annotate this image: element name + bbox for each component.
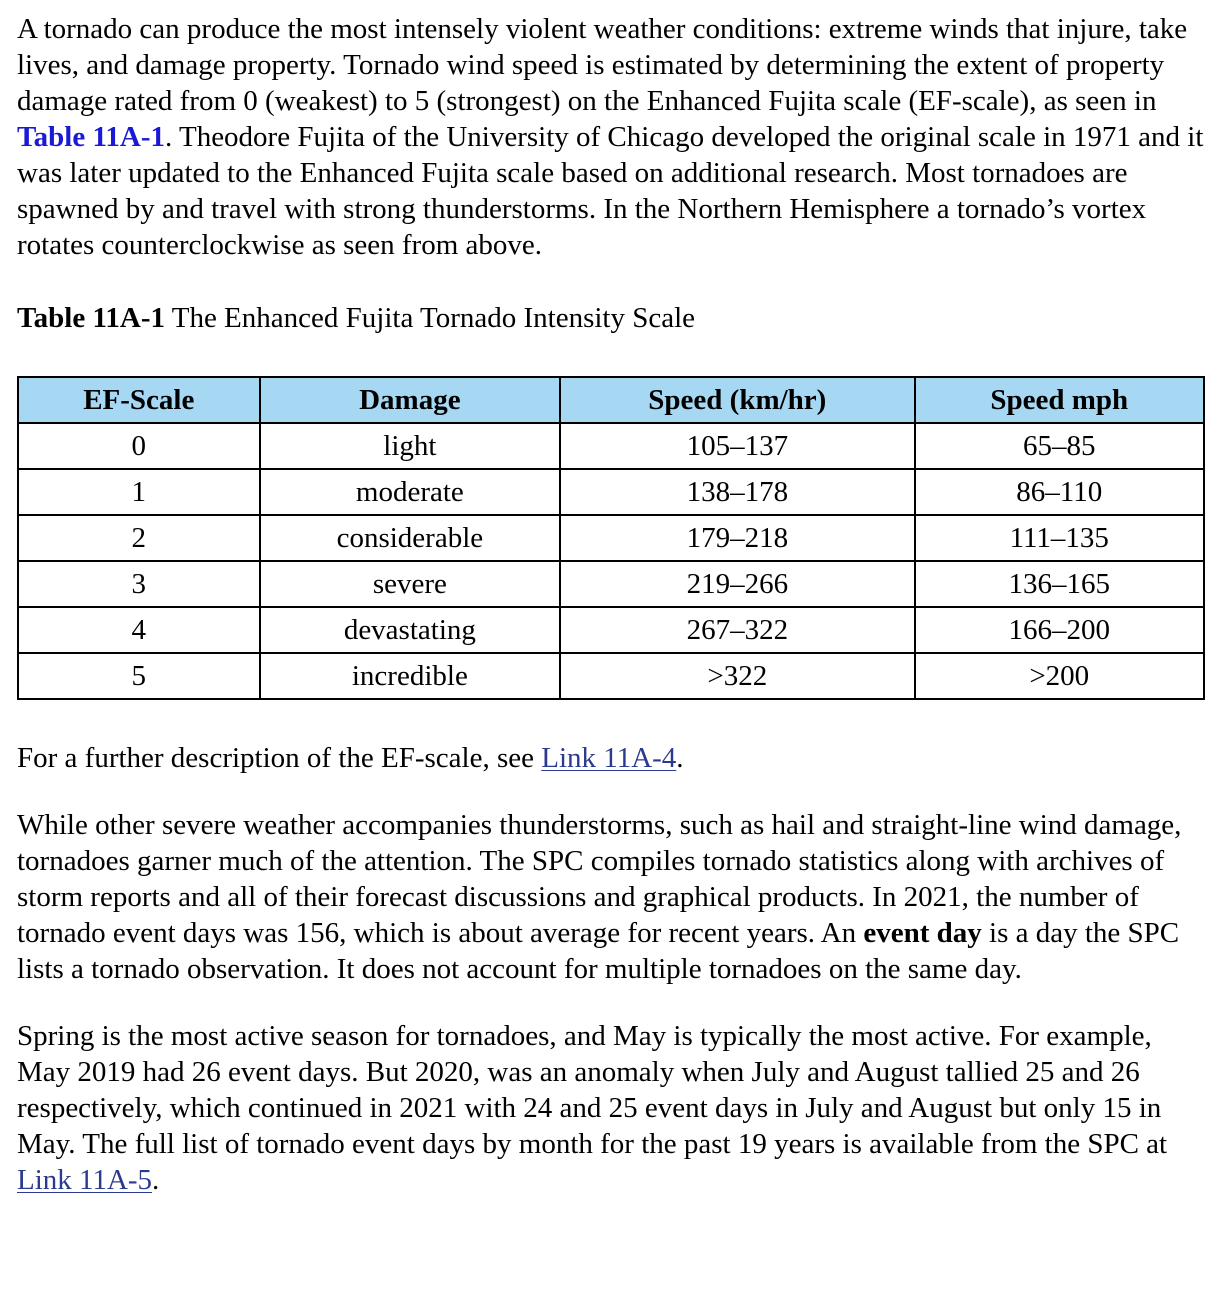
ef-scale-table <box>17 376 1205 700</box>
document-page <box>17 11 1207 1198</box>
table-row <box>18 423 1204 469</box>
para2-text-before: While other severe weather accompanies thunderstorms, such as hail and straight-line wind damage, tornadoes garner much of the attention. The SPC compiles tornado statistics along with archives of storm reports and all of their forecast discussions and graphical products. In 2021, the number of tornado event days was 156, which is about average for recent years. An <box>17 809 1182 949</box>
table-caption-label: Table 11A-1 <box>17 302 165 334</box>
header-speed-kmh: Speed (km/hr) <box>560 377 914 423</box>
intro-text-after: . Theodore Fujita of the University of Chicago developed the original scale in 1971 and it was later updated to the Enhanced Fujita scale based on additional research. Most tornadoes are spawned by and travel with strong thunderstorms. In the Northern Hemisphere a tornado’s vortex rotates counterclockwise as seen from above. <box>17 121 1204 261</box>
cell-damage: incredible <box>260 653 561 699</box>
header-damage: Damage <box>260 377 561 423</box>
cell-speed-kmh: 179–218 <box>560 515 914 561</box>
cell-ef-scale: 0 <box>18 423 260 469</box>
table-row <box>18 653 1204 699</box>
table-header-row <box>18 377 1204 423</box>
table-row <box>18 515 1204 561</box>
intro-text-before: A tornado can produce the most intensely violent weather conditions: extreme winds that injure, take lives, and damage property. Tornado wind speed is estimated by determining the extent of property damage rated from 0 (weakest) to 5 (strongest) on the Enhanced Fujita scale (EF-scale), as seen in <box>17 13 1188 117</box>
para3-text: Spring is the most active season for tornadoes, and May is typically the most active. For example, May 2019 had 26 event days. But 2020, was an anomaly when July and August tallied 25 and 26 respectively, which continued in 2021 with 24 and 25 event days in July and August but only 15 in May. The full list of tornado event days by month for the past 19 years is available from the SPC at <box>17 1020 1168 1160</box>
cell-damage: moderate <box>260 469 561 515</box>
cell-speed-kmh: 267–322 <box>560 607 914 653</box>
cell-damage: light <box>260 423 561 469</box>
cell-damage: devastating <box>260 607 561 653</box>
cell-speed-kmh: 105–137 <box>560 423 914 469</box>
event-day-term: event day <box>863 917 982 949</box>
cell-speed-kmh: 138–178 <box>560 469 914 515</box>
spring-season-paragraph <box>17 1018 1207 1198</box>
cell-speed-mph: 166–200 <box>915 607 1205 653</box>
cell-speed-kmh: >322 <box>560 653 914 699</box>
cell-speed-mph: >200 <box>915 653 1205 699</box>
table-row <box>18 469 1204 515</box>
table-reference: Table 11A-1 <box>17 121 165 153</box>
para2-text-after: is a day the SPC lists a tornado observation. It does not account for multiple tornadoes on the same day. <box>17 917 1180 985</box>
cell-damage: severe <box>260 561 561 607</box>
further-text: For a further description of the EF-scale, see <box>17 742 542 774</box>
link-11a-4[interactable]: Link 11A-4 <box>541 742 677 774</box>
para3-end: . <box>152 1164 160 1196</box>
cell-ef-scale: 4 <box>18 607 260 653</box>
table-row <box>18 607 1204 653</box>
event-day-paragraph <box>17 807 1207 987</box>
cell-ef-scale: 3 <box>18 561 260 607</box>
cell-ef-scale: 1 <box>18 469 260 515</box>
intro-paragraph <box>17 11 1207 263</box>
link-11a-5[interactable]: Link 11A-5 <box>17 1164 153 1196</box>
cell-speed-mph: 86–110 <box>915 469 1205 515</box>
table-row <box>18 561 1204 607</box>
header-speed-mph: Speed mph <box>915 377 1205 423</box>
further-description-paragraph <box>17 740 1207 776</box>
cell-speed-mph: 136–165 <box>915 561 1205 607</box>
table-caption-title: The Enhanced Fujita Tornado Intensity Scale <box>165 302 696 334</box>
cell-damage: considerable <box>260 515 561 561</box>
cell-speed-kmh: 219–266 <box>560 561 914 607</box>
cell-ef-scale: 5 <box>18 653 260 699</box>
header-ef-scale: EF-Scale <box>18 377 260 423</box>
cell-speed-mph: 65–85 <box>915 423 1205 469</box>
further-end: . <box>676 742 684 774</box>
cell-ef-scale: 2 <box>18 515 260 561</box>
cell-speed-mph: 111–135 <box>915 515 1205 561</box>
table-caption <box>17 300 1207 336</box>
